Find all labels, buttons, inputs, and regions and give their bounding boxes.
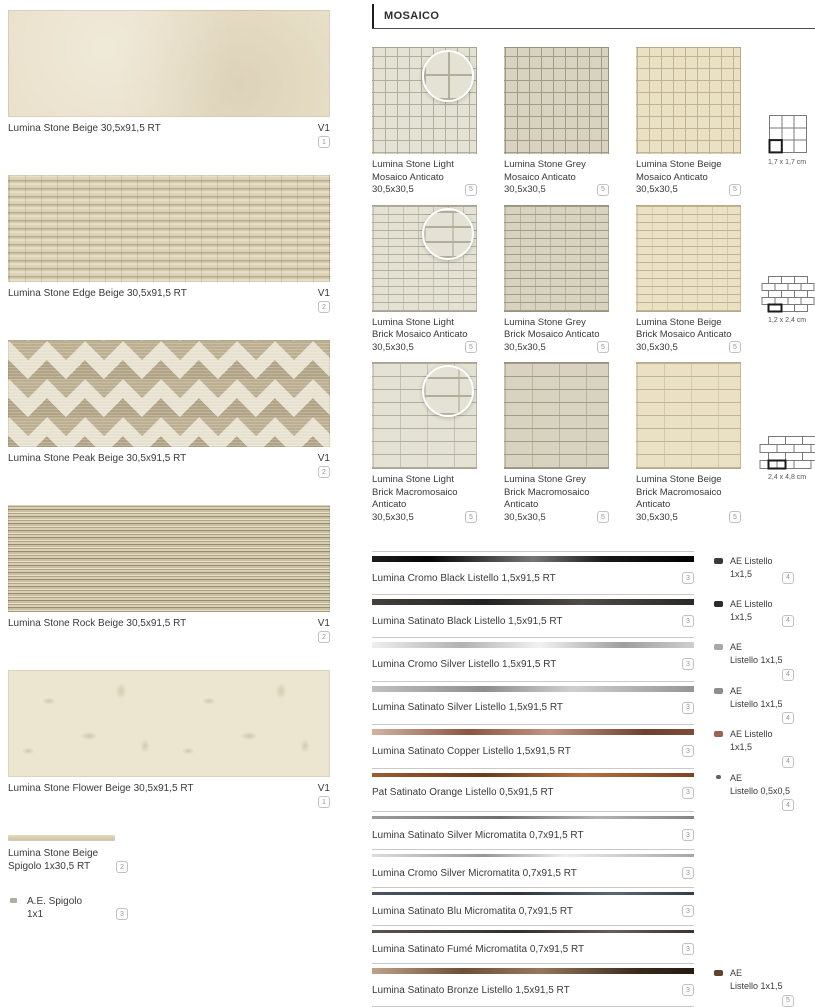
ae-swatch-icon — [714, 688, 723, 694]
listello-row — [372, 594, 815, 637]
ae-listello-item — [714, 724, 815, 768]
price-badge: 3 — [682, 943, 694, 955]
size-diagram — [768, 205, 812, 355]
price-badge: 3 — [682, 787, 694, 799]
listello-strip — [372, 642, 694, 648]
listello-strip — [372, 854, 694, 857]
price-badge: 5 — [465, 511, 477, 523]
price-badge: 3 — [682, 984, 694, 996]
listello-row — [372, 811, 815, 849]
mosaic-label-line: Lumina Stone Grey — [504, 474, 609, 487]
section-mosaico-header — [372, 4, 815, 28]
price-badge: 4 — [782, 615, 794, 627]
price-badge: 4 — [782, 572, 794, 584]
price-badge: 3 — [682, 745, 694, 757]
price-badge: 3 — [116, 908, 128, 920]
tile-swatch — [8, 10, 330, 117]
price-badge: 5 — [597, 511, 609, 523]
price-badge: 2 — [318, 301, 330, 313]
price-badge: 5 — [729, 341, 741, 353]
price-badge: 3 — [682, 615, 694, 627]
ae-label-line: 1x1,5 — [730, 611, 794, 624]
listello-strip — [372, 816, 694, 819]
listello-label: Lumina Cromo Silver Listello 1,5x91,5 RT — [372, 659, 556, 670]
tile-swatch — [8, 175, 330, 282]
listello-label: Lumina Cromo Silver Micromatita 0,7x91,5 RT — [372, 868, 577, 879]
price-badge: 1 — [318, 796, 330, 808]
tile-label: Lumina Stone Rock Beige 30,5x91,5 RT — [8, 618, 186, 629]
shade-variation-label: V1 — [318, 288, 330, 299]
spigolo-product — [8, 835, 330, 873]
mosaic-grid — [372, 47, 815, 524]
mosaic-label-line: Lumina Stone Beige — [636, 474, 741, 487]
mosaic-product — [372, 362, 477, 524]
listello-row — [372, 681, 815, 725]
tile-product — [8, 670, 330, 808]
mosaic-product — [504, 362, 609, 524]
ae-label-line: AE Listello — [730, 728, 794, 741]
listello-strip — [372, 556, 694, 562]
mosaic-label-line: Brick Macromosaico Anticato — [636, 487, 741, 512]
tile-product — [8, 10, 330, 148]
mosaic-label-line: 30,5x30,5 — [372, 184, 477, 197]
ae-listello-item — [714, 768, 815, 812]
size-diagram — [768, 362, 812, 524]
tile-label: Lumina Stone Beige 30,5x91,5 RT — [8, 123, 161, 134]
listello-label: Lumina Satinato Silver Micromatita 0,7x91,5 RT — [372, 830, 584, 841]
size-caption: 2,4 x 4,8 cm — [768, 474, 812, 481]
price-badge: 3 — [682, 702, 694, 714]
listello-row — [372, 637, 815, 681]
brick-small-diagram-icon — [768, 205, 812, 312]
section-title: MOSAICO — [384, 10, 439, 22]
ae-listello-item — [714, 551, 815, 581]
price-badge: 2 — [116, 861, 128, 873]
size-caption: 1,7 x 1,7 cm — [768, 159, 812, 166]
listello-label: Lumina Cromo Black Listello 1,5x91,5 RT — [372, 573, 556, 584]
price-badge: 3 — [682, 867, 694, 879]
price-badge: 4 — [782, 712, 794, 724]
mosaic-swatch — [504, 205, 609, 312]
mosaic-swatch — [504, 362, 609, 469]
price-badge: 5 — [597, 184, 609, 196]
listello-row — [372, 963, 815, 1007]
listello-strip — [372, 773, 694, 777]
ae-label-line: Listello 0,5x0,5 — [730, 785, 794, 798]
price-badge: 5 — [729, 184, 741, 196]
shade-variation-label: V1 — [318, 453, 330, 464]
ae-listello-item — [714, 594, 815, 624]
ae-label-line: Listello 1x1,5 — [730, 698, 794, 711]
mosaic-row — [372, 47, 815, 197]
ae-spigolo-product — [8, 895, 128, 921]
listello-strip — [372, 686, 694, 692]
mosaic-label-line: Lumina Stone Grey — [504, 317, 609, 330]
listello-strip — [372, 968, 694, 974]
mosaic-label-line: 30,5x30,5 — [636, 512, 741, 525]
ae-swatch-icon — [714, 644, 723, 650]
spigolo-strip-swatch — [8, 835, 115, 840]
ae-swatch-icon — [714, 731, 723, 737]
price-badge: 3 — [682, 905, 694, 917]
mosaic-label-line: Mosaico Anticato — [372, 172, 477, 185]
listello-label: Lumina Satinato Silver Listello 1,5x91,5 RT — [372, 702, 563, 713]
listello-row — [372, 925, 815, 963]
mosaic-label-line: 30,5x30,5 — [636, 184, 741, 197]
size-caption: 1,2 x 2,4 cm — [768, 317, 812, 324]
mosaic-label-line: Lumina Stone Grey — [504, 159, 609, 172]
mosaic-swatch — [636, 362, 741, 469]
header-rule — [372, 28, 815, 29]
ae-label-line: AE — [730, 685, 794, 698]
tile-label: Lumina Stone Peak Beige 30,5x91,5 RT — [8, 453, 186, 464]
price-badge: 4 — [782, 799, 794, 811]
tile-swatch — [8, 505, 330, 612]
mosaic-label-line: 30,5x30,5 — [372, 342, 477, 355]
price-badge: 5 — [465, 341, 477, 353]
listello-strip — [372, 892, 694, 895]
mosaic-product — [636, 362, 741, 524]
mosaic-label-line: Lumina Stone Light — [372, 474, 477, 487]
mosaic-swatch — [636, 47, 741, 154]
magnifier-detail-circle — [422, 365, 474, 417]
mosaic-label-line: Brick Mosaico Anticato — [504, 329, 609, 342]
size-diagram — [768, 47, 812, 197]
wall-tiles-column — [8, 10, 330, 921]
grid-diagram-icon — [768, 47, 812, 154]
listello-label: Pat Satinato Orange Listello 0,5x91,5 RT — [372, 787, 554, 798]
price-badge: 2 — [318, 631, 330, 643]
tile-label: Lumina Stone Flower Beige 30,5x91,5 RT — [8, 783, 193, 794]
shade-variation-label: V1 — [318, 618, 330, 629]
mosaic-label-line: Lumina Stone Light — [372, 159, 477, 172]
tile-label: Lumina Stone Edge Beige 30,5x91,5 RT — [8, 288, 187, 299]
mosaic-swatch — [372, 47, 477, 154]
mosaic-swatch — [372, 362, 477, 469]
listello-strip — [372, 599, 694, 605]
ae-swatch-icon — [714, 970, 723, 976]
tile-product — [8, 175, 330, 313]
ae-label-line: Listello 1x1,5 — [730, 980, 794, 993]
ae-spigolo-label-line: A.E. Spigolo — [27, 895, 128, 908]
listello-strip — [372, 930, 694, 933]
mosaic-product — [372, 205, 477, 355]
price-badge: 5 — [465, 184, 477, 196]
listello-label: Lumina Satinato Blu Micromatita 0,7x91,5 RT — [372, 906, 573, 917]
price-badge: 4 — [782, 756, 794, 768]
ae-label-line: AE Listello — [730, 598, 794, 611]
price-badge: 1 — [318, 136, 330, 148]
listello-label: Lumina Satinato Black Listello 1,5x91,5 RT — [372, 616, 562, 627]
ae-spigolo-label-line: 1x1 — [27, 908, 128, 921]
mosaic-label-line: 30,5x30,5 — [504, 184, 609, 197]
mosaic-label-line: Lumina Stone Light — [372, 317, 477, 330]
mosaic-label-line: Brick Mosaico Anticato — [372, 329, 477, 342]
mosaic-label-line: Lumina Stone Beige — [636, 159, 741, 172]
ae-label-line: 1x1,5 — [730, 741, 794, 754]
ae-label-line: 1x1,5 — [730, 568, 794, 581]
ae-listello-item — [714, 637, 815, 681]
tile-product — [8, 340, 330, 478]
shade-variation-label: V1 — [318, 123, 330, 134]
mosaic-label-line: Lumina Stone Beige — [636, 317, 741, 330]
mosaic-label-line: 30,5x30,5 — [504, 342, 609, 355]
mosaic-product — [372, 47, 477, 197]
listello-label: Lumina Satinato Bronze Listello 1,5x91,5 RT — [372, 985, 570, 996]
price-badge: 5 — [782, 995, 794, 1007]
spigolo-label-line: Spigolo 1x30,5 RT — [8, 860, 128, 873]
mosaic-product — [504, 205, 609, 355]
mosaic-product — [636, 47, 741, 197]
mosaic-row — [372, 362, 815, 524]
ae-listello-item — [714, 681, 815, 725]
listello-list — [372, 551, 815, 1007]
brick-large-diagram-icon — [768, 362, 812, 469]
listello-row — [372, 887, 815, 925]
price-badge: 4 — [782, 669, 794, 681]
ae-label-line: Listello 1x1,5 — [730, 654, 794, 667]
mosaic-swatch — [636, 205, 741, 312]
shade-variation-label: V1 — [318, 783, 330, 794]
mosaic-swatch — [372, 205, 477, 312]
magnifier-detail-circle — [422, 208, 474, 260]
price-badge: 3 — [682, 829, 694, 841]
price-badge: 3 — [682, 572, 694, 584]
mosaic-label-line: Mosaico Anticato — [636, 172, 741, 185]
ae-swatch-icon — [714, 601, 723, 607]
mosaico-column — [372, 4, 815, 1007]
mosaic-row — [372, 205, 815, 355]
listello-label: Lumina Satinato Fumé Micromatita 0,7x91,5 RT — [372, 944, 584, 955]
ae-listello-item — [714, 963, 815, 1007]
listello-label: Lumina Satinato Copper Listello 1,5x91,5 RT — [372, 746, 571, 757]
mosaic-label-line: Brick Macromosaico Anticato — [372, 487, 477, 512]
price-badge: 5 — [597, 341, 609, 353]
listello-row — [372, 849, 815, 887]
listello-strip — [372, 729, 694, 735]
mosaic-product — [504, 47, 609, 197]
tile-product — [8, 505, 330, 643]
listello-row — [372, 551, 815, 594]
spigolo-label-line: Lumina Stone Beige — [8, 847, 128, 860]
ae-swatch-icon — [716, 775, 721, 779]
listello-row — [372, 768, 815, 812]
tile-swatch — [8, 340, 330, 447]
tile-swatch — [8, 670, 330, 777]
mosaic-label-line: 30,5x30,5 — [504, 512, 609, 525]
ae-swatch-icon — [714, 558, 723, 564]
mosaic-swatch — [504, 47, 609, 154]
mosaic-label-line: Mosaico Anticato — [504, 172, 609, 185]
mosaic-label-line: 30,5x30,5 — [372, 512, 477, 525]
listello-row — [372, 724, 815, 768]
mosaic-product — [636, 205, 741, 355]
mosaic-label-line: Brick Macromosaico Anticato — [504, 487, 609, 512]
price-badge: 3 — [682, 658, 694, 670]
ae-label-line: AE Listello — [730, 555, 794, 568]
ae-label-line: AE — [730, 641, 794, 654]
ae-spigolo-swatch-icon — [10, 898, 17, 903]
mosaic-label-line: Brick Mosaico Anticato — [636, 329, 741, 342]
ae-label-line: AE — [730, 967, 794, 980]
magnifier-detail-circle — [422, 50, 474, 102]
price-badge: 2 — [318, 466, 330, 478]
ae-label-line: AE — [730, 772, 794, 785]
price-badge: 5 — [729, 511, 741, 523]
mosaic-label-line: 30,5x30,5 — [636, 342, 741, 355]
